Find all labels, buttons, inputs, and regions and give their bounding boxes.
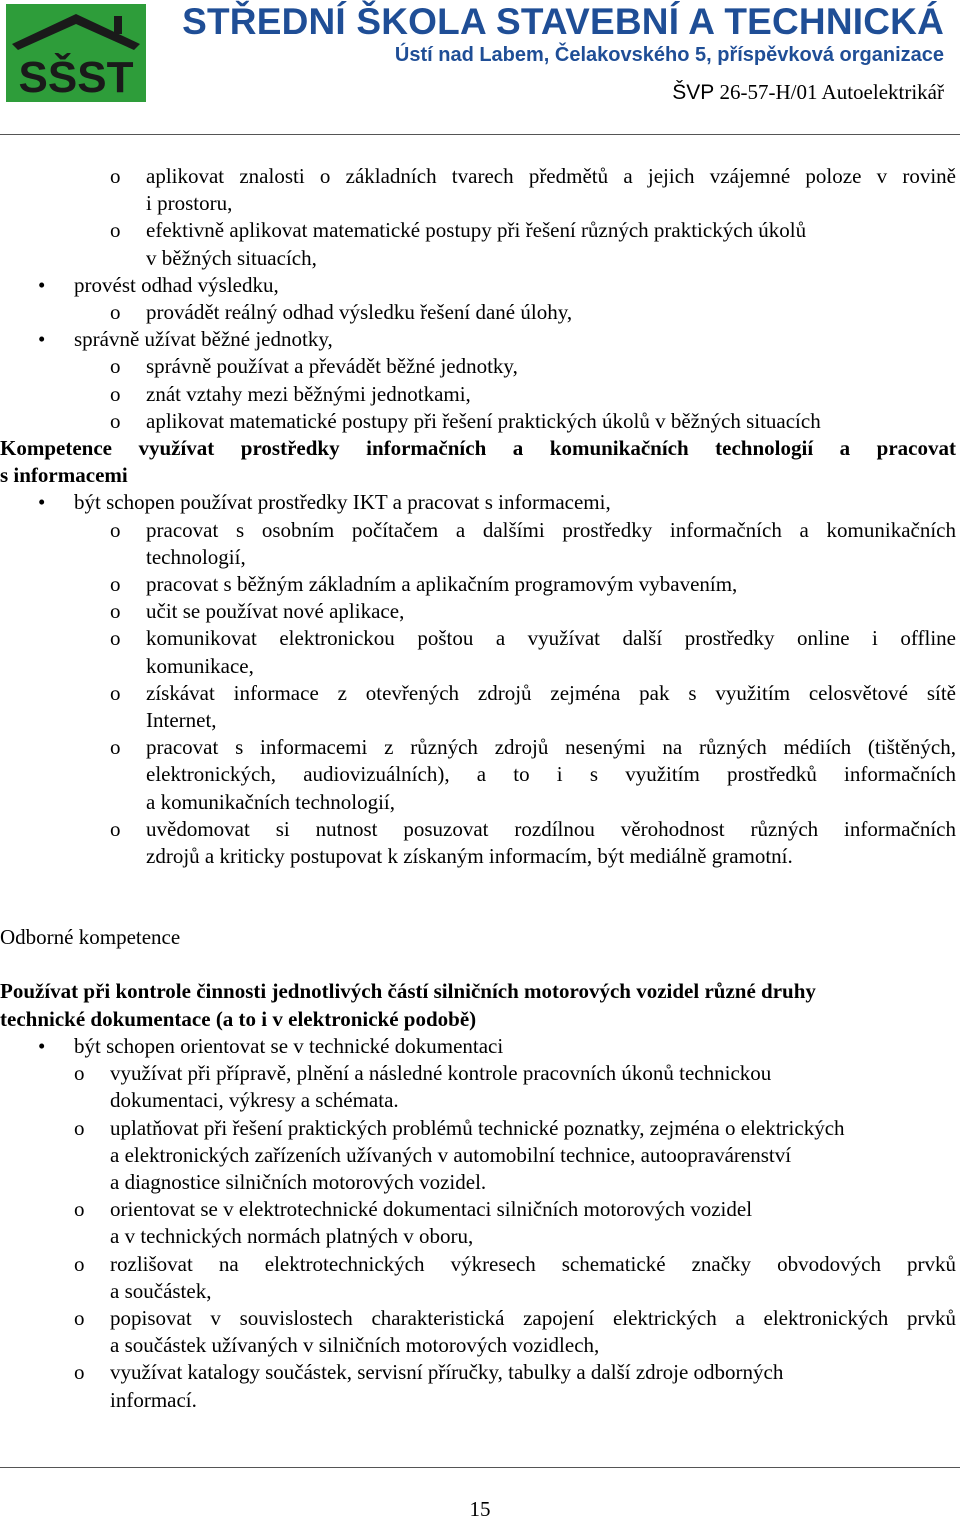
svp-prefix: ŠVP: [672, 81, 715, 104]
bullet-marker: •: [38, 1033, 46, 1058]
circle-marker: o: [110, 599, 121, 624]
page-number: 15: [469, 1497, 491, 1521]
list-item-continuation: a komunikačních technologií,: [146, 789, 396, 814]
circle-marker: o: [110, 300, 121, 325]
bullet-marker: •: [38, 272, 46, 297]
footer-divider: [0, 1467, 960, 1468]
circle-marker: o: [110, 735, 121, 760]
list-item: o pracovat s osobním počítačem a dalšími prostředky informačních a komunikačních: [0, 517, 956, 544]
spacer: [0, 870, 956, 897]
spacer: [0, 951, 956, 978]
list-item: o využívat katalogy součástek, servisní příručky, tabulky a další zdroje odborných: [0, 1359, 956, 1386]
circle-marker: o: [110, 164, 121, 188]
section-title: Odborné kompetence: [0, 925, 181, 950]
list-item: o orientovat se v elektrotechnické dokumentaci silničních motorových vozidel: [0, 1196, 956, 1223]
list-item: o učit se používat nové aplikace,: [0, 598, 956, 625]
list-item-continuation: i prostoru,: [146, 191, 233, 216]
list-item: o získávat informace z otevřených zdrojů zejména pak s využitím celosvětové sítě: [0, 680, 956, 707]
list-item: o pracovat s běžným základním a aplikačním programovým vybavením,: [0, 571, 956, 598]
list-item-continuation: v běžných situacích,: [146, 245, 317, 270]
circle-marker: o: [74, 1360, 85, 1385]
header-divider: [0, 134, 960, 135]
list-item-continuation: komunikace,: [146, 653, 254, 678]
circle-marker: o: [110, 572, 121, 597]
section-heading: Kompetence využívat prostředky informačních a komunikačních technologií a pracovat: [0, 436, 956, 461]
spacer: [0, 897, 956, 924]
circle-marker: o: [110, 680, 121, 705]
school-logo: [6, 4, 146, 102]
list-item-continuation: zdrojů a kriticky postupovat k získaným informacím, být mediálně gramotní.: [146, 844, 793, 869]
circle-marker: o: [110, 218, 121, 243]
list-item-continuation: a diagnostice silničních motorových vozidel.: [110, 1169, 487, 1194]
bullet-item: • být schopen používat prostředky IKT a pracovat s informacemi,: [0, 489, 956, 516]
list-item-continuation: elektronických, audiovizuálních), a to i s využitím prostředků informačních: [146, 762, 956, 787]
circle-marker: o: [74, 1061, 85, 1086]
list-item-continuation: a součástek,: [110, 1278, 212, 1303]
list-item: o uvědomovat si nutnost posuzovat rozdílnou věrohodnost různých informačních: [0, 816, 956, 843]
list-item-continuation: a elektronických zařízeních užívaných v automobilní technice, autoopravárenství: [110, 1142, 792, 1167]
circle-marker: o: [74, 1305, 85, 1330]
list-item: o správně používat a převádět běžné jednotky,: [0, 353, 956, 380]
svp-line: [672, 80, 944, 105]
svg-text:SŠST: SŠST: [18, 53, 134, 102]
circle-marker: o: [74, 1197, 85, 1222]
list-item: o komunikovat elektronickou poštou a využívat další prostředky online i offline: [0, 625, 956, 652]
list-item: o popisovat v souvislostech charakteristická zapojení elektrických a elektronických prvků: [0, 1305, 956, 1332]
list-item: o využívat při přípravě, plnění a následné kontrole pracovních úkonů technickou: [0, 1060, 956, 1087]
circle-marker: o: [110, 517, 121, 542]
bullet-item: • správně užívat běžné jednotky,: [0, 326, 956, 353]
school-name: STŘEDNÍ ŠKOLA STAVEBNÍ A TECHNICKÁ: [182, 1, 944, 42]
list-item-continuation: dokumentaci, výkresy a schémata.: [110, 1088, 399, 1113]
list-item: o uplatňovat při řešení praktických problémů technické poznatky, zejména o elektrických: [0, 1115, 956, 1142]
list-item-continuation: a součástek užívaných v silničních motorových vozidlech,: [110, 1333, 600, 1358]
list-item-continuation: informací.: [110, 1387, 197, 1412]
bullet-item: • být schopen orientovat se v technické dokumentaci: [0, 1033, 956, 1060]
list-item: o provádět reálný odhad výsledku řešení dané úlohy,: [0, 299, 956, 326]
list-item-continuation: technologií,: [146, 544, 246, 569]
circle-marker: o: [74, 1115, 85, 1140]
circle-marker: o: [110, 408, 121, 433]
list-item: o aplikovat matematické postupy při řešení praktických úkolů v běžných situacích: [0, 408, 956, 435]
list-item: o znát vztahy mezi běžnými jednotkami,: [0, 381, 956, 408]
circle-marker: o: [74, 1251, 85, 1276]
circle-marker: o: [110, 354, 121, 379]
bullet-marker: •: [38, 327, 46, 352]
school-address: Ústí nad Labem, Čelakovského 5, příspěvková organizace: [394, 44, 944, 66]
circle-marker: o: [110, 381, 121, 406]
circle-marker: o: [110, 626, 121, 651]
bullet-marker: •: [38, 490, 46, 515]
svp-program: 26-57-H/01 Autoelektrikář: [714, 80, 944, 104]
circle-marker: o: [110, 816, 121, 841]
list-item-continuation: Internet,: [146, 708, 217, 733]
list-item: o pracovat s informacemi z různých zdrojů nesenými na různých médiích (tištěných,: [0, 734, 956, 761]
list-item: o aplikovat znalosti o základních tvarech předmětů a jejich vzájemné poloze v rovině: [0, 163, 956, 190]
bullet-item: • provést odhad výsledku,: [0, 272, 956, 299]
list-item: o rozlišovat na elektrotechnických výkresech schematické značky obvodových prvků: [0, 1251, 956, 1278]
list-item-continuation: a v technických normách platných v oboru,: [110, 1224, 474, 1249]
document-body: [0, 163, 956, 1414]
section-heading-continuation: technické dokumentace (a to i v elektronické podobě): [0, 1006, 477, 1031]
section-heading: Používat při kontrole činnosti jednotlivých částí silničních motorových vozidel různé druhy: [0, 979, 816, 1004]
list-item: o efektivně aplikovat matematické postupy při řešení různých praktických úkolů: [0, 217, 956, 244]
section-heading-continuation: s informacemi: [0, 463, 128, 488]
